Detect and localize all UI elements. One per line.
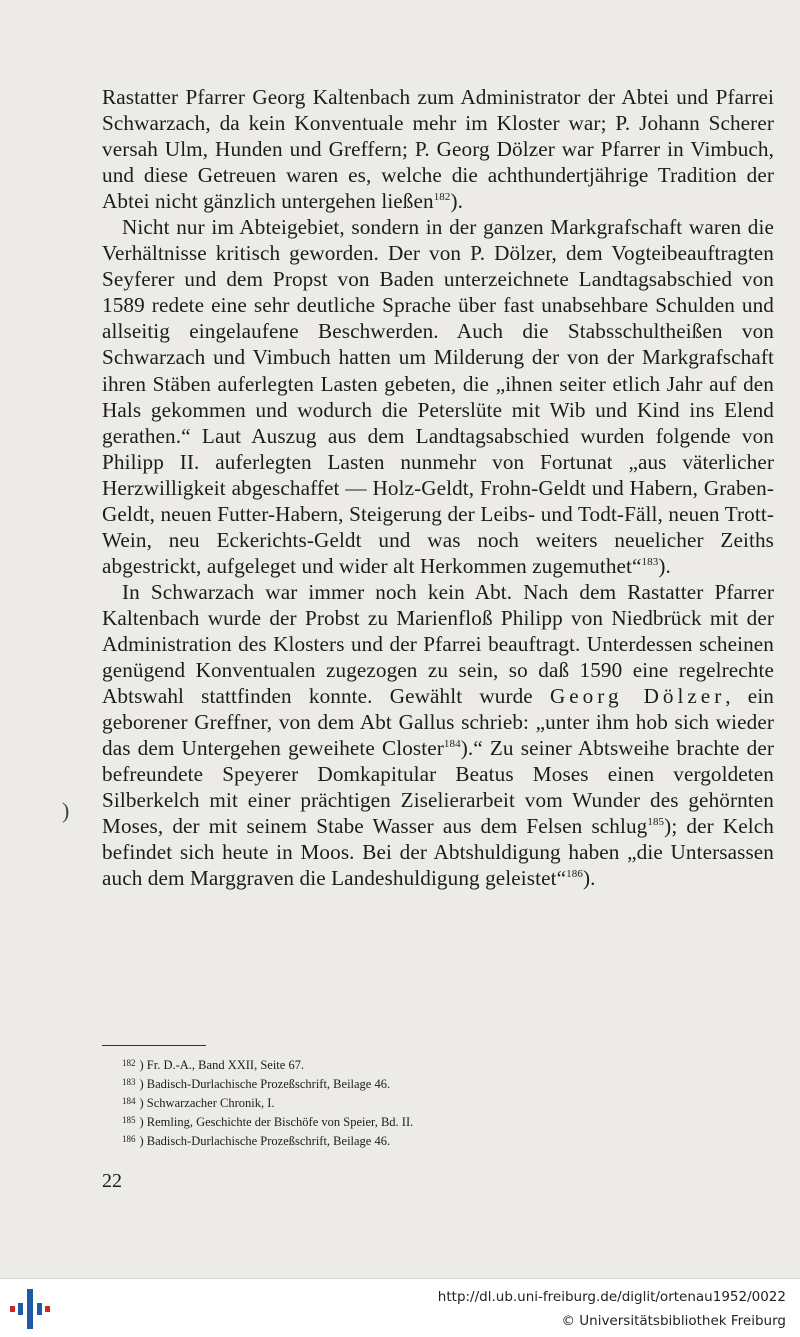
footnote-text: ) Schwarzacher Chronik, I. — [139, 1096, 275, 1110]
text-run: ); der Kelch befindet sich heute in Moos. Bei der Abtshuldigung haben „die Untersassen auch dem Marggraven die Landeshuldigung geleistet“ — [102, 814, 774, 891]
footnote-reference: 184 — [443, 738, 461, 751]
text-run: ). — [450, 189, 464, 214]
text-run: , ein geborener Greffner, von dem Abt Gallus schrieb: „unter ihm hob sich wieder das dem Untergehen geweihete Closter — [102, 684, 774, 761]
copyright-text: © Universitätsbibliothek Freiburg — [561, 1313, 786, 1329]
footnote-text: ) Fr. D.-A., Band XXII, Seite 67. — [139, 1058, 305, 1072]
footnote — [122, 1055, 722, 1074]
footnote-number: 185 — [122, 1115, 136, 1125]
footnote-text: ) Remling, Geschichte der Bischöfe von Speier, Bd. II. — [139, 1115, 414, 1129]
footnote-text: ) Badisch-Durlachische Prozeßschrift, Beilage 46. — [139, 1134, 391, 1148]
footnote-reference: 183 — [641, 555, 659, 568]
footnote-rule — [102, 1045, 206, 1046]
margin-mark: ) — [62, 798, 70, 823]
text-run: Rastatter Pfarrer Georg Kaltenbach zum Administrator der Abtei und Pfarrei Schwarzach, da kein Konventuale mehr im Kloster war; P. Johann Scherer versah Ulm, Hunden und Greffern; P. Georg Dölzer war Pfarrer in Vimbuch, und diese Getreuen waren es, welche die achthundertjährige Tradition der Abtei nicht gänzlich untergehen ließen — [102, 85, 774, 214]
footnote — [122, 1112, 722, 1131]
paragraph — [102, 214, 774, 579]
page-number: 22 — [102, 1170, 122, 1192]
footnote-reference: 182 — [433, 191, 451, 204]
footnote-number: 184 — [122, 1096, 136, 1106]
footnote-text: ) Badisch-Durlachische Prozeßschrift, Beilage 46. — [139, 1077, 391, 1091]
text-run: ). — [658, 553, 671, 578]
body-text — [102, 84, 774, 891]
text-run: ). — [582, 866, 596, 891]
footnotes — [122, 1055, 722, 1150]
footnote-number: 182 — [122, 1058, 136, 1068]
paragraph — [102, 579, 774, 892]
text-run: ).“ Zu seiner Abtsweihe brachte der befreundete Speyerer Domkapitular Beatus Moses einen vergoldeten Silberkelch mit einer prächtigen Ziselierarbeit vom Wunder des gehörnten Moses, der mit seinem Stabe Wasser aus dem Felsen schlug — [102, 736, 774, 839]
footnote-number: 183 — [122, 1077, 136, 1087]
paragraph — [102, 84, 774, 214]
footnote — [122, 1093, 722, 1112]
source-url-link[interactable]: http://dl.ub.uni-freiburg.de/diglit/ortenau1952/0022 — [437, 1289, 786, 1305]
footnote — [122, 1074, 722, 1093]
text-run: Nicht nur im Abteigebiet, sondern in der ganzen Markgrafschaft waren die Verhältnisse kritisch geworden. Der von P. Dölzer, dem Vogteibeauftragten Seyferer und dem Propst von Baden unterzeichnete Landtagsabschied von 1589 redete eine sehr deutliche Sprache über fast unabsehbare Schulden und allseitig eingelaufene Beschwerden. Auch die Stabsschultheißen von Schwarzach und Vimbuch hatten um Milderung der von der Markgrafschaft ihren Stäben auferlegten Lasten gebeten, die „ihnen seiter etlich Jahr auf den Hals gekommen und wodurch die Peterslüte mit Wib und Kind ins Elend gerathen.“ Laut Auszug aus dem Landtagsabschied wurden folgende von Philipp II. auferlegten Lasten nunmehr von Fortunat „aus väterlicher Herzwilligkeit abgeschaffet — Holz-Geldt, Frohn-Geldt und Habern, Graben-Geldt, neuen Futter-Habern, Steigerung der Leibs- und Todt-Fäll, neuen Trott-Wein, neu Eckerichts-Geldt und was noch weiters neuelicher Zeiths abgestrickt, aufgeleget und wider alt Herkommen zugemuthet“ — [102, 215, 774, 578]
spaced-name: Georg Dölzer — [549, 684, 726, 709]
footnote — [122, 1131, 722, 1150]
ub-freiburg-logo-icon — [10, 1287, 52, 1331]
footer-bar — [0, 1278, 800, 1337]
footnote-reference: 185 — [647, 816, 665, 829]
text-run: In Schwarzach war immer noch kein Abt. Nach dem Rastatter Pfarrer Kaltenbach wurde der Probst zu Marienfloß Philipp von Niedbrück mit der Administration des Klosters und der Pfarrei beauftragt. Unterdessen scheinen genügend Konventualen zugezogen zu sein, so daß 1590 eine regelrechte Abtswahl stattfinden konnte. Gewählt wurde — [102, 579, 774, 709]
footnote-reference: 186 — [566, 868, 583, 881]
footnote-number: 186 — [122, 1134, 136, 1144]
